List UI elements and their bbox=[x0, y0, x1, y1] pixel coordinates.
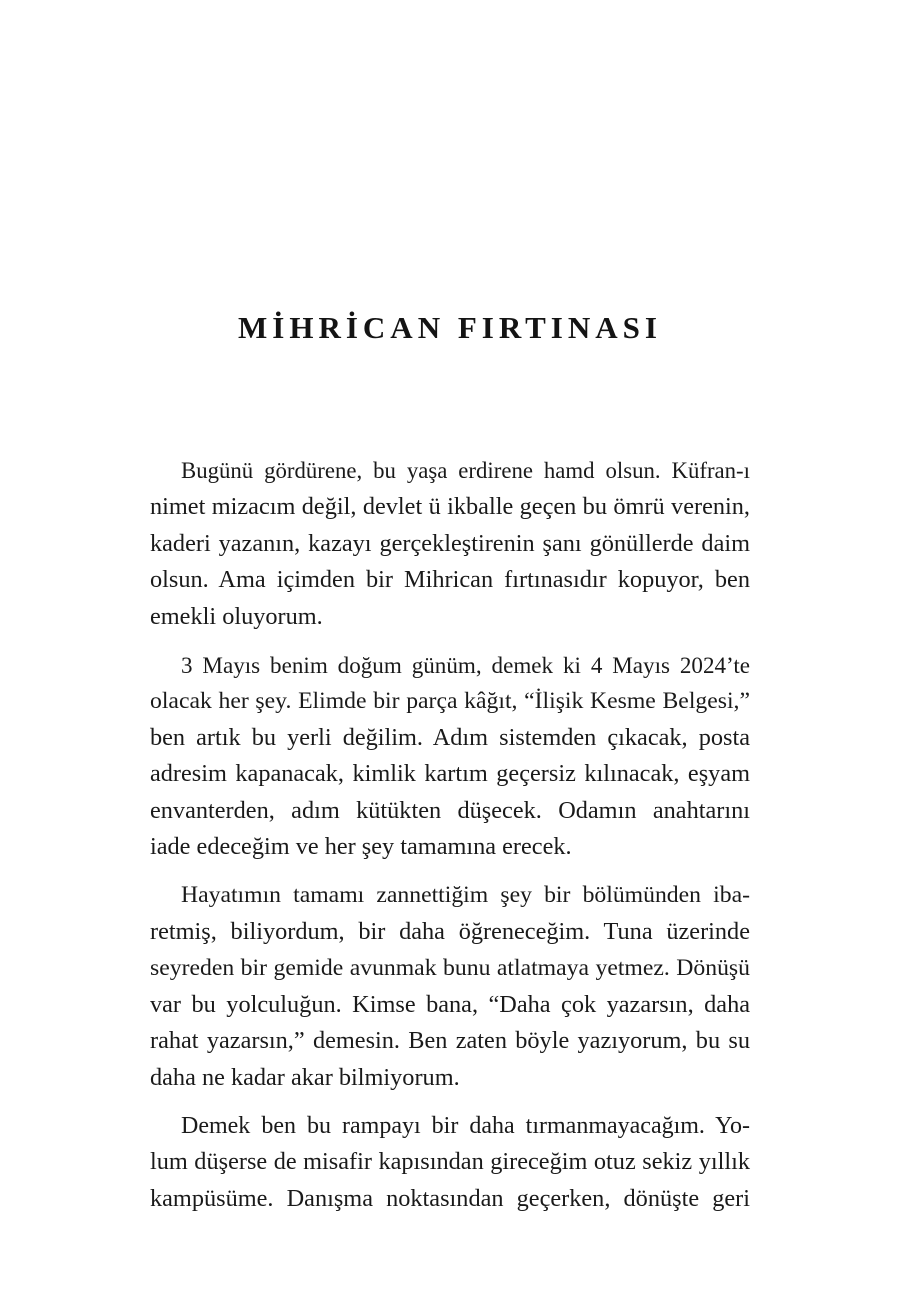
paragraph-4 bbox=[150, 1108, 750, 1217]
text-line: envanterden, adım kütükten düşecek. Odamın anahtarını bbox=[150, 796, 750, 824]
paragraph-2 bbox=[150, 647, 750, 865]
paragraph-3 bbox=[150, 877, 750, 1095]
text-line: var bu yolculuğun. Kimse bana, “Daha çok yazarsın, daha bbox=[150, 990, 750, 1018]
text-line: Demek ben bu rampayı bir daha tırmanmayacağım. Yo- bbox=[181, 1112, 750, 1139]
text-line: 3 Mayıs benim doğum günüm, demek ki 4 Mayıs 2024’te bbox=[181, 652, 750, 679]
paragraph-1 bbox=[150, 453, 750, 635]
text-line: kampüsüme. Danışma noktasından geçerken, dönüşte geri bbox=[150, 1184, 750, 1212]
text-line: adresim kapanacak, kimlik kartım geçersiz kılınacak, eşyam bbox=[150, 760, 750, 788]
body-text bbox=[150, 453, 750, 1229]
chapter-title: MİHRİCAN FIRTINASI bbox=[238, 310, 662, 345]
text-line: Hayatımın tamamı zannettiğim şey bir bölümünden iba- bbox=[181, 882, 750, 909]
text-line: kaderi yazanın, kazayı gerçekleştirenin şanı gönüllerde daim bbox=[150, 529, 750, 557]
text-line: olacak her şey. Elimde bir parça kâğıt, “İlişik Kesme Belgesi,” bbox=[150, 688, 750, 715]
text-line: daha ne kadar akar bilmiyorum. bbox=[150, 1063, 460, 1091]
text-line: Bugünü gördürene, bu yaşa erdirene hamd olsun. Küfran-ı bbox=[181, 458, 750, 483]
text-line: lum düşerse de misafir kapısından gireceğim otuz sekiz yıllık bbox=[150, 1148, 750, 1176]
text-line: emekli oluyorum. bbox=[150, 602, 323, 630]
text-line: iade edeceğim ve her şey tamamına erecek. bbox=[150, 833, 572, 861]
text-line: olsun. Ama içimden bir Mihrican fırtınasıdır kopuyor, ben bbox=[150, 566, 750, 594]
text-line: rahat yazarsın,” demesin. Ben zaten böyle yazıyorum, bu su bbox=[150, 1027, 750, 1055]
text-line: seyreden bir gemide avunmak bunu atlatmaya yetmez. Dönüşü bbox=[150, 955, 750, 982]
text-line: ben artık bu yerli değilim. Adım sistemden çıkacak, posta bbox=[150, 723, 750, 751]
text-line: retmiş, biliyordum, bir daha öğreneceğim. Tuna üzerinde bbox=[150, 917, 750, 945]
text-line: nimet mizacım değil, devlet ü ikballe geçen bu ömrü verenin, bbox=[150, 493, 750, 521]
